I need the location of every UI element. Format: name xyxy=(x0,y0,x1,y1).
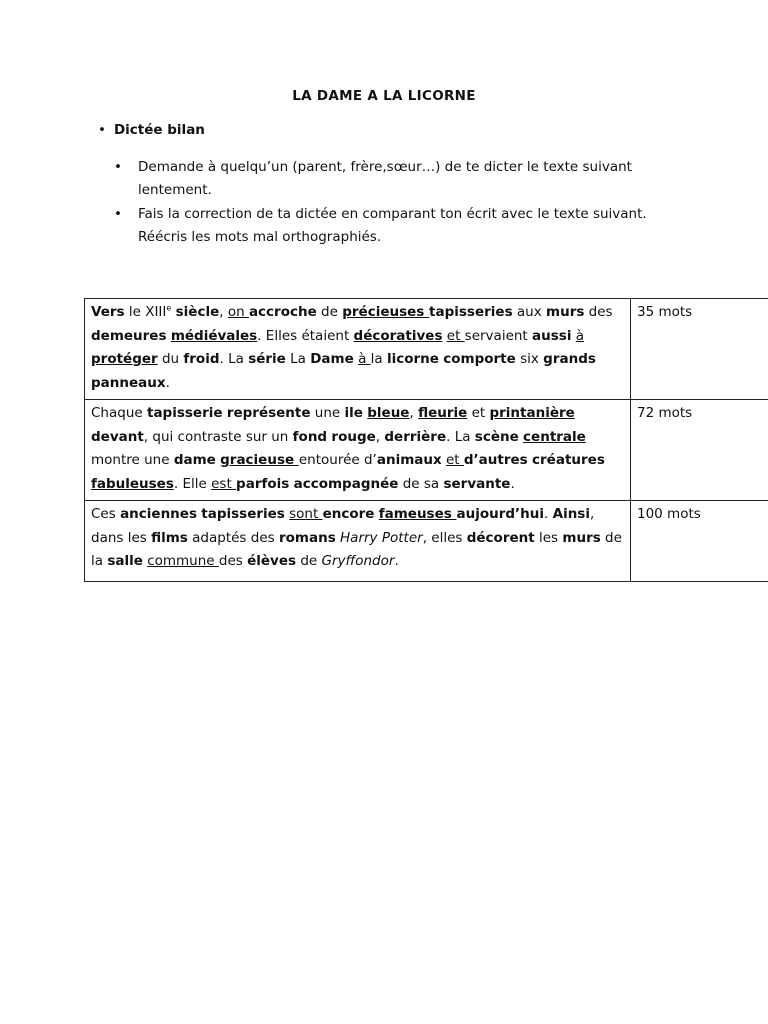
text-segment: Ces xyxy=(91,506,121,522)
bold-word: série xyxy=(248,351,286,367)
bold-word: décoratives xyxy=(353,327,443,344)
bold-word: accroche xyxy=(248,304,317,320)
text-segment: est xyxy=(211,475,237,492)
text-segment: , xyxy=(375,428,385,445)
bold-word: fleurie xyxy=(418,405,468,421)
bold-word: Vers xyxy=(91,304,125,320)
bold-word: murs xyxy=(562,529,601,546)
text-segment: aux xyxy=(512,304,547,320)
text-segment: . La xyxy=(446,428,475,445)
bold-word: licorne xyxy=(386,351,439,367)
bold-word: devant xyxy=(91,428,144,445)
bold-word: gracieuse xyxy=(220,452,299,468)
word-count-cell: 72 mots xyxy=(631,400,768,501)
text-segment: Gryffondor xyxy=(321,553,395,569)
bold-word: accompagnée xyxy=(293,475,399,492)
bold-word: Ainsi xyxy=(552,506,590,522)
bold-word: tapisserie xyxy=(146,405,223,421)
bold-word: parfois xyxy=(236,475,290,492)
table-row xyxy=(85,501,768,582)
dictation-text-cell xyxy=(85,299,631,400)
bold-word: derrière xyxy=(384,428,447,445)
bold-word: élèves xyxy=(247,553,297,569)
bold-word: médiévales xyxy=(170,327,258,344)
bold-word: romans xyxy=(278,529,336,546)
text-segment: une xyxy=(310,405,345,421)
bold-word: encore xyxy=(322,506,375,522)
table-row xyxy=(85,299,768,400)
bullet-dot: • xyxy=(98,122,106,138)
text-segment: , elles xyxy=(422,529,467,546)
bold-word: centrale xyxy=(523,428,586,445)
text-segment: adaptés des xyxy=(187,529,279,546)
text-segment: des xyxy=(584,304,613,320)
text-segment: . xyxy=(165,374,170,391)
text-segment: servaient xyxy=(464,327,533,344)
bold-word: anciennes xyxy=(120,506,197,522)
bold-word: précieuses xyxy=(342,304,430,320)
bold-word: dame xyxy=(173,452,216,468)
text-segment: à xyxy=(575,327,585,344)
text-segment: de sa xyxy=(398,475,444,492)
word-count-cell: 100 mots xyxy=(631,501,768,582)
dictation-text-cell xyxy=(85,501,631,582)
bold-word: aussi xyxy=(532,327,572,344)
bold-word: d’autres xyxy=(463,452,528,468)
bold-word: créatures xyxy=(532,452,605,468)
bold-word: servante xyxy=(443,475,511,492)
text-segment: six xyxy=(515,351,544,367)
text-segment: Harry Potter xyxy=(340,529,423,546)
bold-word: froid xyxy=(183,351,220,367)
bold-word: murs xyxy=(546,304,585,320)
instruction-item: • Fais la correction de ta dictée en comparant ton écrit avec le texte suivant. Réécris les mots mal orthographiés. xyxy=(114,203,674,249)
text-segment: . xyxy=(510,475,515,492)
text-segment: commune xyxy=(147,553,219,569)
text-segment: . Elles étaient xyxy=(257,327,354,344)
bold-word: tapisseries xyxy=(201,506,285,522)
bold-word: représente xyxy=(226,405,311,421)
text-segment: Chaque xyxy=(91,405,147,421)
text-segment: . Elle xyxy=(173,475,212,492)
text-segment: . xyxy=(544,506,553,522)
bold-word: comporte xyxy=(443,351,516,367)
section-label: Dictée bilan xyxy=(113,122,205,138)
bold-word: aujourd’hui xyxy=(456,506,545,522)
text-segment: on xyxy=(227,304,249,320)
instruction-item: • Demande à quelqu’un (parent, frère,sœur…) de te dicter le texte suivant lentement. xyxy=(114,156,674,202)
text-segment: . xyxy=(394,553,399,569)
text-segment: de xyxy=(316,304,343,320)
dictation-table xyxy=(84,298,768,582)
bold-word: tapisseries xyxy=(429,304,513,320)
bold-word: fameuses xyxy=(378,506,457,522)
bold-word: salle xyxy=(107,553,143,569)
bold-word: printanière xyxy=(489,405,575,421)
bold-word: demeures xyxy=(91,327,167,344)
bold-word: fond xyxy=(292,428,328,445)
dictation-text-cell xyxy=(85,400,631,501)
section-heading xyxy=(98,122,205,138)
text-segment: de la xyxy=(91,529,622,569)
text-segment: à xyxy=(358,351,371,367)
text-segment: le XIII xyxy=(124,304,167,320)
text-segment: les xyxy=(534,529,563,546)
bold-word: fabuleuses xyxy=(91,475,174,492)
bold-word: panneaux xyxy=(91,374,166,391)
text-segment: , dans les xyxy=(91,506,595,546)
text-segment: et xyxy=(446,327,465,344)
text-segment: La xyxy=(285,351,311,367)
bold-word: rouge xyxy=(331,428,376,445)
bold-word: animaux xyxy=(376,452,442,468)
bold-word: siècle xyxy=(175,304,220,320)
bold-word: protéger xyxy=(91,351,158,367)
superscript-text: e xyxy=(166,303,172,313)
text-segment: des xyxy=(218,553,248,569)
text-segment: et xyxy=(446,452,464,468)
bold-word: Dame xyxy=(310,351,354,367)
text-segment: sont xyxy=(289,506,323,522)
text-segment: , xyxy=(219,304,228,320)
text-segment: . La xyxy=(219,351,249,367)
bold-word: scène xyxy=(474,428,519,445)
text-segment: de xyxy=(296,553,322,569)
text-segment: et xyxy=(467,405,490,421)
table-row xyxy=(85,400,768,501)
bold-word: grands xyxy=(543,351,596,367)
instructions-list xyxy=(114,156,674,250)
word-count-cell: 35 mots xyxy=(631,299,768,400)
text-segment: du xyxy=(157,351,184,367)
text-segment: entourée d’ xyxy=(298,452,377,468)
bold-word: ile xyxy=(344,405,363,421)
bold-word: décorent xyxy=(466,529,535,546)
document-title: LA DAME A LA LICORNE xyxy=(292,88,476,104)
text-segment: , xyxy=(409,405,419,421)
text-segment: montre une xyxy=(91,452,174,468)
text-segment: la xyxy=(370,351,387,367)
bold-word: bleue xyxy=(367,405,410,421)
text-segment: , qui contraste sur un xyxy=(143,428,293,445)
bold-word: films xyxy=(151,529,188,546)
